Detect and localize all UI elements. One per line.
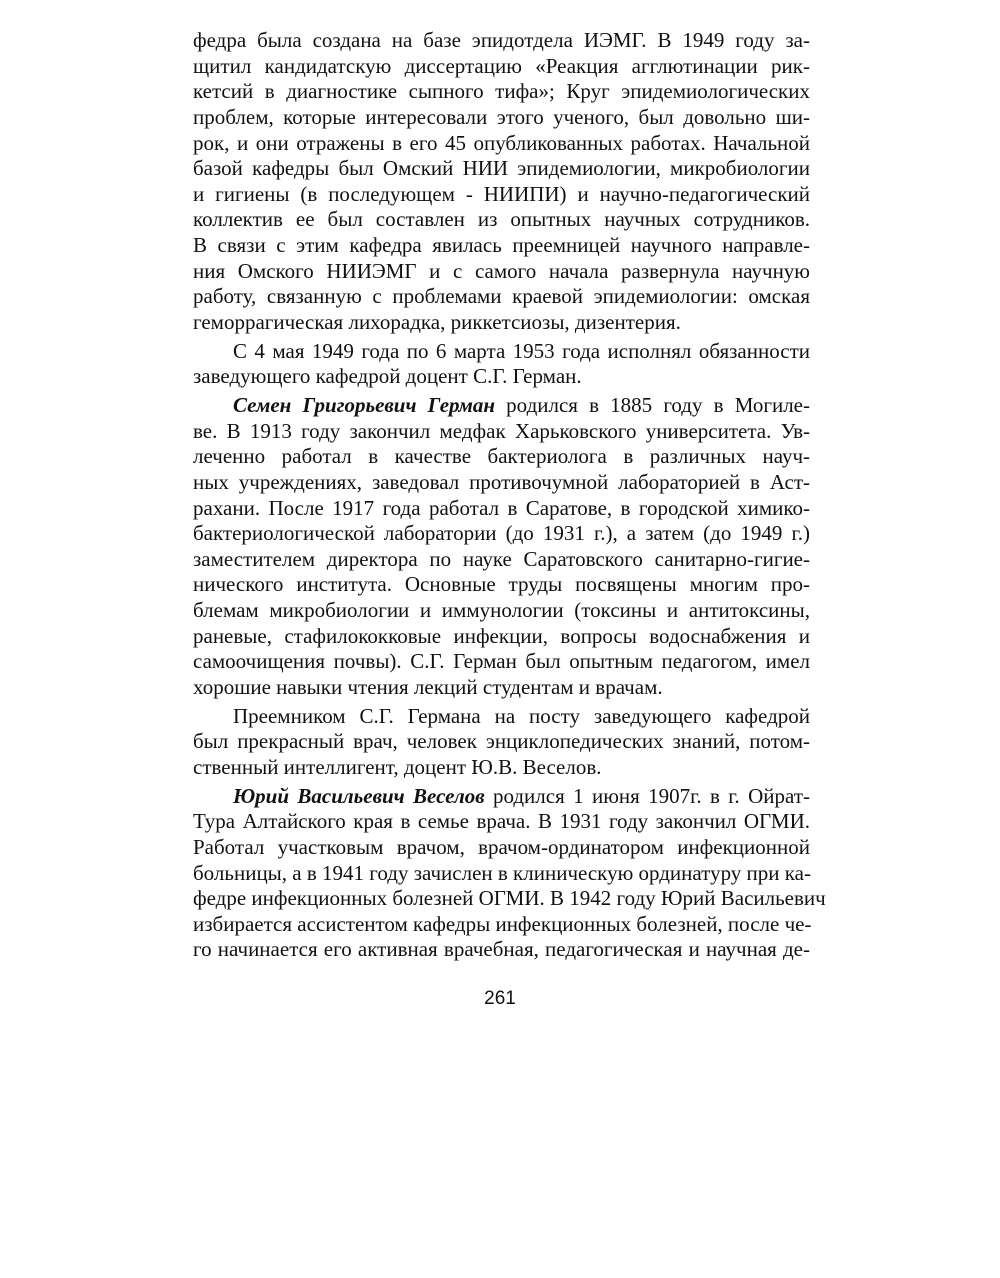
- text-line: работу, связанную с проблемами краевой эпидемиологии: омская: [193, 284, 810, 309]
- paragraph-1: [193, 28, 810, 336]
- text-line: го начинается его активная врачебная, педагогическая и научная де-: [193, 937, 810, 962]
- text-line: бактериологической лаборатории (до 1931 г.), а затем (до 1949 г.): [193, 521, 810, 546]
- text-line: щитил кандидатскую диссертацию «Реакция агглютинации рик-: [193, 53, 810, 78]
- text-line: В связи с этим кафедра явилась преемницей научного направле-: [193, 233, 810, 258]
- text-line: федре инфекционных болезней ОГМИ. В 1942 году Юрий Васильевич: [193, 886, 826, 911]
- document-page: [193, 28, 826, 963]
- text-line: [193, 784, 810, 810]
- text-line: ственный интеллигент, доцент Ю.В. Веселов.: [193, 754, 602, 779]
- paragraph-german-biography: [193, 393, 810, 701]
- text-line: базой кафедры был Омский НИИ эпидемиологии, микробиологии: [193, 156, 810, 181]
- text-line: самоочищения почвы). С.Г. Герман был опытным педагогом, имел: [193, 649, 810, 674]
- person-name: Семен Григорьевич Герман: [233, 392, 496, 417]
- text-line: ве. В 1913 году закончил медфак Харьковского университета. Ув-: [193, 418, 810, 443]
- text-line: проблем, которые интересовали этого ученого, был довольно ши-: [193, 104, 810, 129]
- text-line: нического института. Основные труды посвящены многим про-: [193, 572, 810, 597]
- page-number: 261: [484, 988, 516, 1009]
- text-fragment: родился 1 июня 1907г. в г. Ойрат-: [484, 783, 810, 808]
- text-line: [193, 393, 810, 419]
- text-line: коллектив ее был составлен из опытных научных сотрудников.: [193, 207, 810, 232]
- text-line: блемам микробиологии и иммунологии (токсины и антитоксины,: [193, 598, 810, 623]
- text-line: леченно работал в качестве бактериолога в различных науч-: [193, 444, 810, 469]
- text-line: избирается ассистентом кафедры инфекционных болезней, после че-: [193, 911, 812, 936]
- text-line: ния Омского НИИЭМГ и с самого начала развернула научную: [193, 258, 810, 283]
- text-line: раневые, стафилококковые инфекции, вопросы водоснабжения и: [193, 623, 810, 648]
- text-line: и гигиены (в последующем - НИИПИ) и научно-педагогический: [193, 181, 810, 206]
- text-line: Работал участковым врачом, врачом-ординатором инфекционной: [193, 834, 810, 859]
- text-line: был прекрасный врач, человек энциклопедических знаний, потом-: [193, 729, 810, 754]
- text-line: С 4 мая 1949 года по 6 марта 1953 года исполнял обязанности: [233, 338, 810, 363]
- text-line: рахани. После 1917 года работал в Саратове, в городской химико-: [193, 495, 810, 520]
- text-line: ных учреждениях, заведовал противочумной лабораторией в Аст-: [193, 469, 810, 494]
- text-line: заместителем директора по науке Саратовского санитарно-гигие-: [193, 546, 810, 571]
- text-line: хорошие навыки чтения лекций студентам и врачам.: [193, 675, 663, 700]
- text-line: больницы, а в 1941 году зачислен в клиническую ординатуру при ка-: [193, 860, 811, 885]
- text-line: кетсий в диагностике сыпного тифа»; Круг эпидемиологических: [193, 79, 810, 104]
- person-name: Юрий Васильевич Веселов: [233, 783, 485, 808]
- paragraph-4: [193, 704, 810, 781]
- text-line: геморрагическая лихорадка, риккетсиозы, дизентерия.: [193, 310, 681, 335]
- text-line: Тура Алтайского края в семье врача. В 1931 году закончил ОГМИ.: [193, 809, 810, 834]
- paragraph-2: [193, 339, 810, 390]
- text-line: Преемником С.Г. Германа на посту заведующего кафедрой: [233, 703, 810, 728]
- text-line: федра была создана на базе эпидотдела ИЭМГ. В 1949 году за-: [193, 28, 810, 52]
- paragraph-veselov-biography: [193, 783, 826, 963]
- text-line: рок, и они отражены в его 45 опубликованных работах. Начальной: [193, 130, 810, 155]
- text-fragment: родился в 1885 году в Могиле-: [495, 392, 810, 417]
- text-line: заведующего кафедрой доцент С.Г. Герман.: [193, 364, 582, 389]
